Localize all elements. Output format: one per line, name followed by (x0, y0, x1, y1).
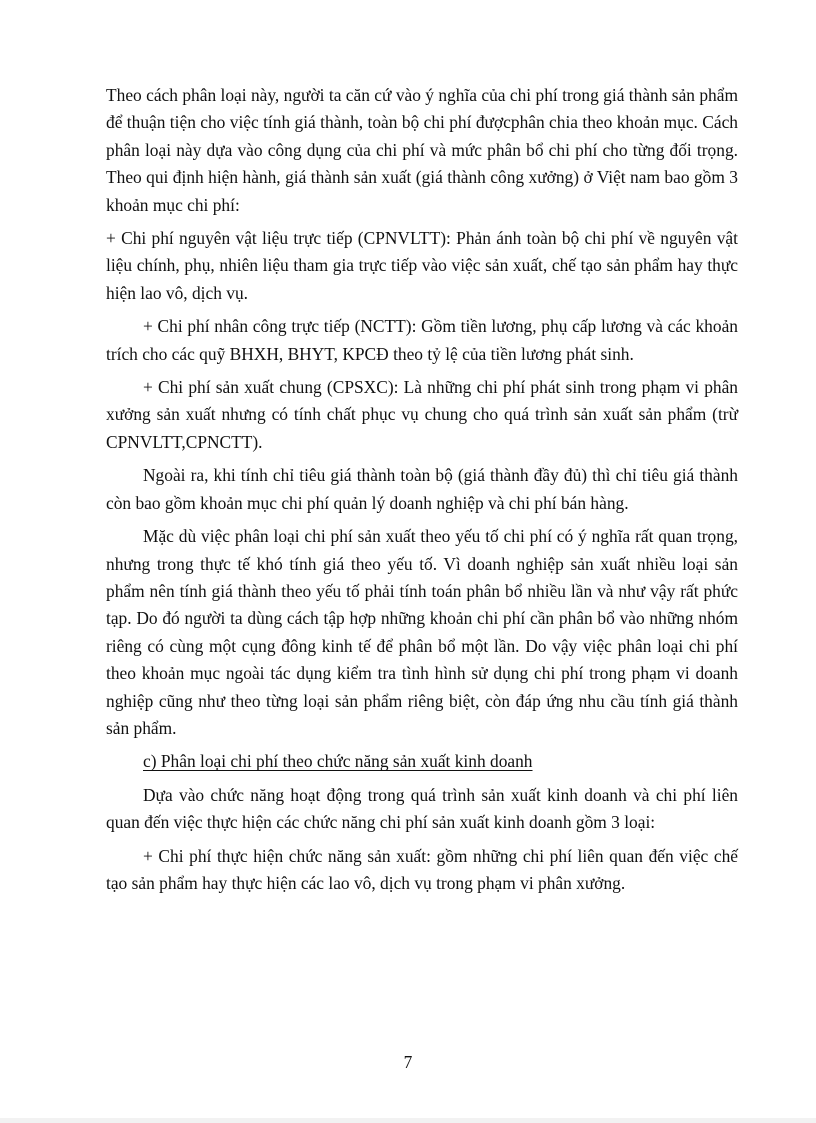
paragraph-direct-materials: + Chi phí nguyên vật liệu trực tiếp (CPNVLTT): Phản ánh toàn bộ chi phí về nguyên vật liệu chính, phụ, nhiên liệu tham gia trực tiếp vào việc sản xuất, chế tạo sản phẩm hay thực hiện lao vô, dịch vụ. (106, 228, 738, 303)
page-bottom-edge (0, 1118, 816, 1123)
paragraph-overhead: + Chi phí sản xuất chung (CPSXC): Là những chi phí phát sinh trong phạm vi phân xưởng sản xuất nhưng có tính chất phục vụ chung cho quá trình sản xuất sản phẩm (trừ CPNVLTT,CPNCTT). (106, 377, 738, 452)
paragraph-classification-intro: Theo cách phân loại này, người ta căn cứ vào ý nghĩa của chi phí trong giá thành sản phẩm để thuận tiện cho việc tính giá thành, toàn bộ chi phí đượcphân chia theo khoản mục. Cách phân loại này dựa vào công dụng của chi phí và mức phân bổ chi phí cho từng đối trọng. Theo qui định hiện hành, giá thành sản xuất (giá thành công xưởng) ở Việt nam bao gồm 3 khoản mục chi phí: (106, 85, 738, 215)
paragraph-functions-intro: Dựa vào chức năng hoạt động trong quá trình sản xuất kinh doanh và chi phí liên quan đến việc thực hiện các chức năng chi phí sản xuất kinh doanh gồm 3 loại: (106, 784, 738, 833)
section-heading-c (106, 748, 738, 775)
paragraph-significance: Mặc dù việc phân loại chi phí sản xuất theo yếu tố chi phí có ý nghĩa rất quan trọng, nhưng trong thực tế khó tính giá theo yếu tố. Vì doanh nghiệp sản xuất nhiều loại sản phẩm nên tính giá thành theo yếu tố phải tính toán phân bổ nhiều lần và như vậy rất phức tạp. Do đó người ta dùng cách tập hợp những khoản chi phí cần phân bổ vào những nhóm riêng có cùng một cụng đông kinh tế để phân bổ một lần. Do vậy việc phân loại chi phí theo khoản mục ngoài tác dụng kiểm tra tình hình sử dụng chi phí trong phạm vi doanh nghiệp cũng như theo từng loại sản phẩm riêng biệt, còn đáp ứng nhu cầu tính giá thành sản phẩm. (106, 526, 738, 738)
section-heading-c-text: c) Phân loại chi phí theo chức năng sản xuất kinh doanh (143, 751, 533, 772)
paragraph-full-cost: Ngoài ra, khi tính chỉ tiêu giá thành toàn bộ (giá thành đầy đủ) thì chỉ tiêu giá thành còn bao gồm khoản mục chi phí quản lý doanh nghiệp và chi phí bán hàng. (106, 465, 738, 513)
page-number: 7 (403, 1052, 413, 1072)
body-text (106, 82, 738, 903)
paragraph-direct-labor: + Chi phí nhân công trực tiếp (NCTT): Gồm tiền lương, phụ cấp lương và các khoản trích cho các quỹ BHXH, BHYT, KPCĐ theo tỷ lệ của tiền lương phát sinh. (106, 316, 738, 364)
paragraph-production-function: + Chi phí thực hiện chức năng sản xuất: gồm những chi phí liên quan đến việc chế tạo sản phẩm hay thực hiện các lao vô, dịch vụ trong phạm vi phân xưởng. (106, 845, 738, 893)
